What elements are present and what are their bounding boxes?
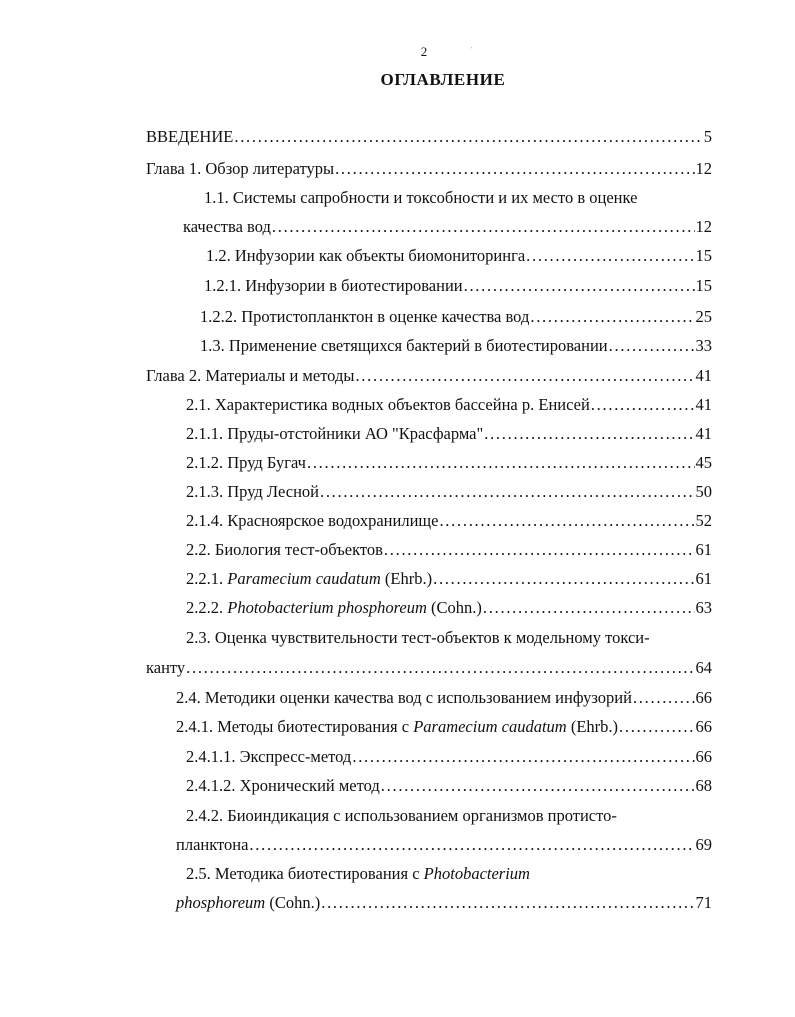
toc-entry-1-2-1[interactable]: 1.2.1. Инфузории в биотестировании . . . 15	[204, 274, 712, 298]
toc-entry-chapter-1[interactable]: Глава 1. Обзор литературы . . . 12	[146, 157, 712, 181]
leader-dots	[530, 305, 694, 329]
leader-dots	[272, 215, 695, 239]
toc-entry-2-2[interactable]: 2.2. Биология тест-объектов . . . 61	[186, 538, 712, 562]
toc-entry-2-3-line1[interactable]: 2.3. Оценка чувствительности тест-объектов к модельному токси-	[186, 628, 650, 647]
leader-dots	[307, 451, 695, 475]
leader-dots	[633, 686, 695, 710]
toc-entry-2-5-line1[interactable]: 2.5. Методика биотестирования с Photobacterium	[186, 864, 530, 883]
leader-dots	[381, 774, 695, 798]
leader-dots	[249, 833, 694, 857]
leader-dots	[526, 244, 694, 268]
species-name: phosphoreum	[176, 893, 266, 912]
page-number: 2	[420, 44, 428, 59]
species-name: Photobacterium phosphoreum	[227, 598, 427, 617]
toc-entry-2-4-1-1[interactable]: 2.4.1.1. Экспресс-метод . . . 66	[186, 745, 712, 769]
leader-dots	[186, 656, 694, 680]
toc-entry-1-3[interactable]: 1.3. Применение светящихся бактерий в биотестировании . . . 33	[200, 334, 712, 358]
toc-entry-1-2[interactable]: 1.2. Инфузории как объекты биомониторинга . . . 15	[206, 244, 712, 268]
leader-dots	[320, 480, 695, 504]
scan-speck: ´	[470, 46, 473, 55]
toc-entry-intro[interactable]: ВВЕДЕНИЕ . . . 5	[146, 125, 712, 149]
leader-dots	[483, 596, 695, 620]
toc-entry-2-4[interactable]: 2.4. Методики оценки качества вод с использованием инфузорий . . . 66	[176, 686, 712, 710]
toc-entry-2-1-2[interactable]: 2.1.2. Пруд Бугач . . . 45	[186, 451, 712, 475]
toc-entry-1-1-line1[interactable]: 1.1. Системы сапробности и токсобности и их место в оценке	[204, 188, 638, 207]
toc-entry-2-1-3[interactable]: 2.1.3. Пруд Лесной . . . 50	[186, 480, 712, 504]
toc-entry-1-2-2[interactable]: 1.2.2. Протистопланктон в оценке качества вод . . . 25	[200, 305, 712, 329]
leader-dots	[619, 715, 694, 739]
toc-entry-2-1-1[interactable]: 2.1.1. Пруды-отстойники АО "Красфарма" . . . 41	[186, 422, 712, 446]
toc-entry-1-1-line2[interactable]: качества вод . . . 12	[183, 215, 712, 239]
leader-dots	[234, 125, 702, 149]
leader-dots	[355, 364, 694, 388]
leader-dots	[321, 891, 694, 915]
leader-dots	[484, 422, 694, 446]
toc-entry-2-3-line2[interactable]: канту . . . 64	[146, 656, 712, 680]
leader-dots	[439, 509, 694, 533]
leader-dots	[433, 567, 694, 591]
toc-entry-2-4-1-2[interactable]: 2.4.1.2. Хронический метод . . . 68	[186, 774, 712, 798]
leader-dots	[591, 393, 695, 417]
leader-dots	[335, 157, 694, 181]
species-name: Paramecium caudatum	[227, 569, 381, 588]
toc-entry-2-4-1[interactable]: 2.4.1. Методы биотестирования с Paramecium caudatum (Ehrb.) . . . 66	[176, 715, 712, 739]
toc-entry-chapter-2[interactable]: Глава 2. Материалы и методы . . . 41	[146, 364, 712, 388]
toc-entry-2-5-line2[interactable]: phosphoreum (Cohn.) . . . 71	[176, 891, 712, 915]
toc-entry-2-2-1[interactable]: 2.2.1. Paramecium caudatum (Ehrb.) . . . 61	[186, 567, 712, 591]
toc-entry-2-4-2-line2[interactable]: планктона . . . 69	[176, 833, 712, 857]
leader-dots	[609, 334, 695, 358]
toc-entry-2-1-4[interactable]: 2.1.4. Красноярское водохранилище . . . 52	[186, 509, 712, 533]
species-name: Photobacterium	[423, 864, 530, 883]
leader-dots	[464, 274, 695, 298]
toc-entry-2-1[interactable]: 2.1. Характеристика водных объектов бассейна р. Енисей . . . 41	[186, 393, 712, 417]
toc-entry-2-2-2[interactable]: 2.2.2. Photobacterium phosphoreum (Cohn.) . . . 63	[186, 596, 712, 620]
toc-entry-2-4-2-line1[interactable]: 2.4.2. Биоиндикация с использованием организмов протисто-	[186, 806, 617, 825]
toc-title: ОГЛАВЛЕНИЕ	[380, 70, 506, 89]
leader-dots	[384, 538, 695, 562]
leader-dots	[352, 745, 694, 769]
species-name: Paramecium caudatum	[413, 717, 567, 736]
